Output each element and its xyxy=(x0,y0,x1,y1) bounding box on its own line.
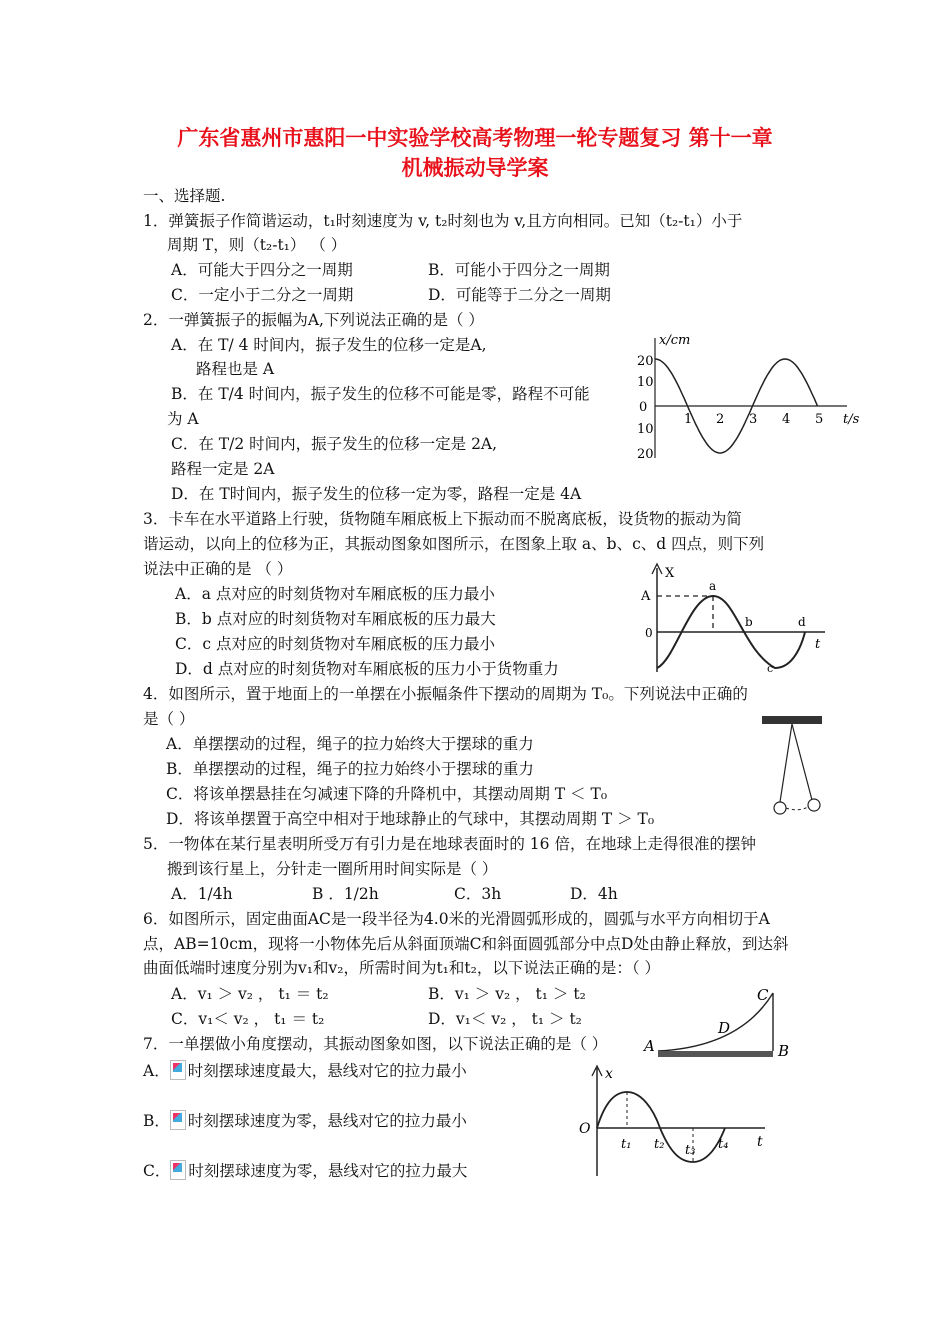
q2-option-a-cont: 路程也是 A xyxy=(196,360,275,378)
q3-stem-1: 3．卡车在水平道路上行驶，货物随车厢底板上下振动而不脱离底板，设货物的振动为简 xyxy=(143,510,742,528)
q2-option-d: D．在 T时间内，振子发生的位移一定为零，路程一定是 4A xyxy=(171,485,582,503)
origin-label: O xyxy=(579,1121,591,1137)
q6-option-a: A．v₁ ＞ v₂ ， t₁ ＝ t₂ xyxy=(171,985,329,1003)
x-tick: 5 xyxy=(815,412,824,427)
point-b-label: b xyxy=(745,615,753,629)
y-axis-label: x xyxy=(605,1066,613,1082)
tick-t1: t₁ xyxy=(621,1137,632,1152)
q7-option-c-letter: C． xyxy=(143,1162,171,1180)
q3-stem-3: 说法中正确的是 （ ） xyxy=(143,560,293,578)
q7-stem: 7．一单摆做小角度摆动，其振动图象如图，以下说法正确的是（ ） xyxy=(143,1035,608,1053)
x-axis-label: t xyxy=(815,637,821,652)
q6-stem-3: 曲面低端时速度分别为v₁和v₂，所需时间为t₁和t₂，以下说法正确的是：（ ） xyxy=(143,959,661,977)
q5-option-b: B ．1/2h xyxy=(312,885,379,903)
broken-image-icon xyxy=(170,1060,186,1080)
y-tick: 10 xyxy=(637,375,654,390)
pendulum-ball-displaced xyxy=(808,799,820,811)
x-axis-label: t xyxy=(757,1134,763,1150)
title-line-1: 广东省惠州市惠阳一中实验学校高考物理一轮专题复习 第十一章 xyxy=(177,126,773,150)
q7-option-c-text: 时刻摆球速度为零，悬线对它的拉力最大 xyxy=(188,1162,468,1180)
label-c: C xyxy=(757,986,769,1004)
tick-t2: t₂ xyxy=(654,1137,665,1152)
q4-option-c: C．将该单摆悬挂在匀减速下降的升降机中，其摆动周期 T ＜ T₀ xyxy=(166,785,608,803)
amplitude-label: A xyxy=(641,589,651,604)
q3-option-d: D．d 点对应的时刻货物对车厢底板的压力小于货物重力 xyxy=(175,660,559,678)
q1-option-c: C．一定小于二分之一周期 xyxy=(171,286,354,304)
label-a: A xyxy=(644,1037,655,1055)
q7-option-a-letter: A． xyxy=(143,1062,170,1080)
x-tick: 2 xyxy=(716,412,725,427)
q6-option-d: D．v₁＜ v₂ ， t₁ ＞ t₂ xyxy=(428,1010,582,1028)
q4-pendulum-figure xyxy=(760,712,830,822)
q5-stem-2: 搬到该行星上，分针走一圈所用时间实际是（ ） xyxy=(167,860,498,878)
point-d-label: d xyxy=(798,615,806,629)
origin-label: 0 xyxy=(645,626,653,640)
q7-option-b xyxy=(143,1110,467,1132)
q3-option-c: C．c 点对应的时刻货物对车厢底板的压力最小 xyxy=(175,635,495,653)
q1-stem-2: 周期 T，则（t₂-t₁） （ ） xyxy=(167,236,347,254)
q7-option-b-text: 时刻摆球速度为零，悬线对它的拉力最小 xyxy=(187,1112,467,1130)
q6-stem-2: 点，AB=10cm，现将一小物体先后从斜面顶端C和斜面圆弧部分中点D处由静止释放，到达斜 xyxy=(143,935,789,953)
tick-t4: t₄ xyxy=(718,1137,729,1152)
q5-option-d: D．4h xyxy=(570,885,618,903)
q7-vibration-graph xyxy=(575,1062,775,1182)
q5-stem-1: 5．一物体在某行星表明所受万有引力是在地球表面时的 16 倍，在地球上走得很准的摆钟 xyxy=(143,835,756,853)
q2-option-b-cont: 为 A xyxy=(167,410,199,428)
pendulum-ball xyxy=(774,802,786,814)
tick-t3: t₃ xyxy=(685,1143,696,1158)
q1-option-a: A．可能大于四分之一周期 xyxy=(171,261,353,279)
pendulum-string-displaced xyxy=(792,724,812,800)
q1-option-b: B．可能小于四分之一周期 xyxy=(428,261,610,279)
broken-image-icon xyxy=(170,1110,186,1130)
section-heading: 一、选择题. xyxy=(143,187,226,205)
q4-stem-1: 4．如图所示，置于地面上的一单摆在小振幅条件下摆动的周期为 T₀。下列说法中正确的 xyxy=(143,685,748,703)
q2-displacement-graph xyxy=(625,328,860,468)
q3-vibration-graph xyxy=(635,560,835,675)
q1-option-d: D．可能等于二分之一周期 xyxy=(428,286,611,304)
q7-option-a-text: 时刻摆球速度最大，悬线对它的拉力最小 xyxy=(187,1062,467,1080)
q2-option-c-cont: 路程一定是 2A xyxy=(171,460,275,478)
y-tick: 0 xyxy=(639,400,648,415)
point-a-label: a xyxy=(709,579,717,593)
y-axis-label: X xyxy=(665,566,675,581)
q4-option-a: A．单摆摆动的过程，绳子的拉力始终大于摆球的重力 xyxy=(166,735,534,753)
q4-stem-2: 是（ ） xyxy=(143,710,195,728)
q5-option-a: A．1/4h xyxy=(171,885,233,903)
q6-option-b: B．v₁ ＞ v₂ ， t₁ ＞ t₂ xyxy=(428,985,586,1003)
q3-stem-2: 谐运动，以向上的位移为正，其振动图象如图所示，在图象上取 a、b、c、d 四点，则下列 xyxy=(143,535,765,553)
q3-option-a: A．a 点对应的时刻货物对车厢底板的压力最小 xyxy=(175,585,495,603)
q1-stem-1: 1．弹簧振子作简谐运动，t₁时刻速度为 v, t₂时刻也为 v,且方向相同。已知（t₂-t₁）小于 xyxy=(143,212,743,230)
x-axis-label: t/s xyxy=(843,412,860,427)
x-tick: 1 xyxy=(684,412,693,427)
q6-stem-1: 6．如图所示，固定曲面AC是一段半径为4.0米的光滑圆弧形成的，圆弧与水平方向相切于A xyxy=(143,910,770,928)
q2-option-b: B．在 T/4 时间内，振子发生的位移不可能是零，路程不可能 xyxy=(171,385,590,403)
ground-base xyxy=(658,1051,773,1057)
ceiling-bar xyxy=(762,716,822,724)
label-d: D xyxy=(718,1019,731,1037)
q4-option-b: B．单摆摆动的过程，绳子的拉力始终小于摆球的重力 xyxy=(166,760,534,778)
q7-option-a xyxy=(143,1060,467,1082)
y-axis-label: x/cm xyxy=(659,333,691,348)
title-line-2: 机械振动导学案 xyxy=(401,156,549,180)
q6-option-c: C．v₁＜ v₂ ， t₁ ＝ t₂ xyxy=(171,1010,325,1028)
y-tick: 10 xyxy=(637,422,654,437)
point-c-label: c xyxy=(767,662,774,675)
broken-image-icon xyxy=(170,1160,186,1180)
pendulum-string xyxy=(780,724,792,802)
q6-arc-figure xyxy=(640,985,790,1065)
x-tick: 4 xyxy=(782,412,791,427)
q2-option-c: C．在 T/2 时间内，振子发生的位移一定是 2A, xyxy=(171,435,498,453)
x-tick: 3 xyxy=(749,412,758,427)
q2-option-a: A．在 T/ 4 时间内，振子发生的位移一定是A, xyxy=(171,336,487,354)
q7-option-c xyxy=(143,1160,467,1182)
swing-arc xyxy=(786,807,808,810)
q7-option-b-letter: B． xyxy=(143,1112,170,1130)
y-tick: 20 xyxy=(637,447,654,462)
y-tick: 20 xyxy=(637,354,654,369)
q4-option-d: D．将该单摆置于高空中相对于地球静止的气球中，其摆动周期 T ＞ T₀ xyxy=(166,810,655,828)
label-b: B xyxy=(778,1042,790,1060)
q3-option-b: B．b 点对应的时刻货物对车厢底板的压力最大 xyxy=(175,610,496,628)
q5-option-c: C．3h xyxy=(454,885,502,903)
q2-stem: 2．一弹簧振子的振幅为A,下列说法正确的是（ ） xyxy=(143,311,484,329)
arc-surface xyxy=(658,993,773,1051)
